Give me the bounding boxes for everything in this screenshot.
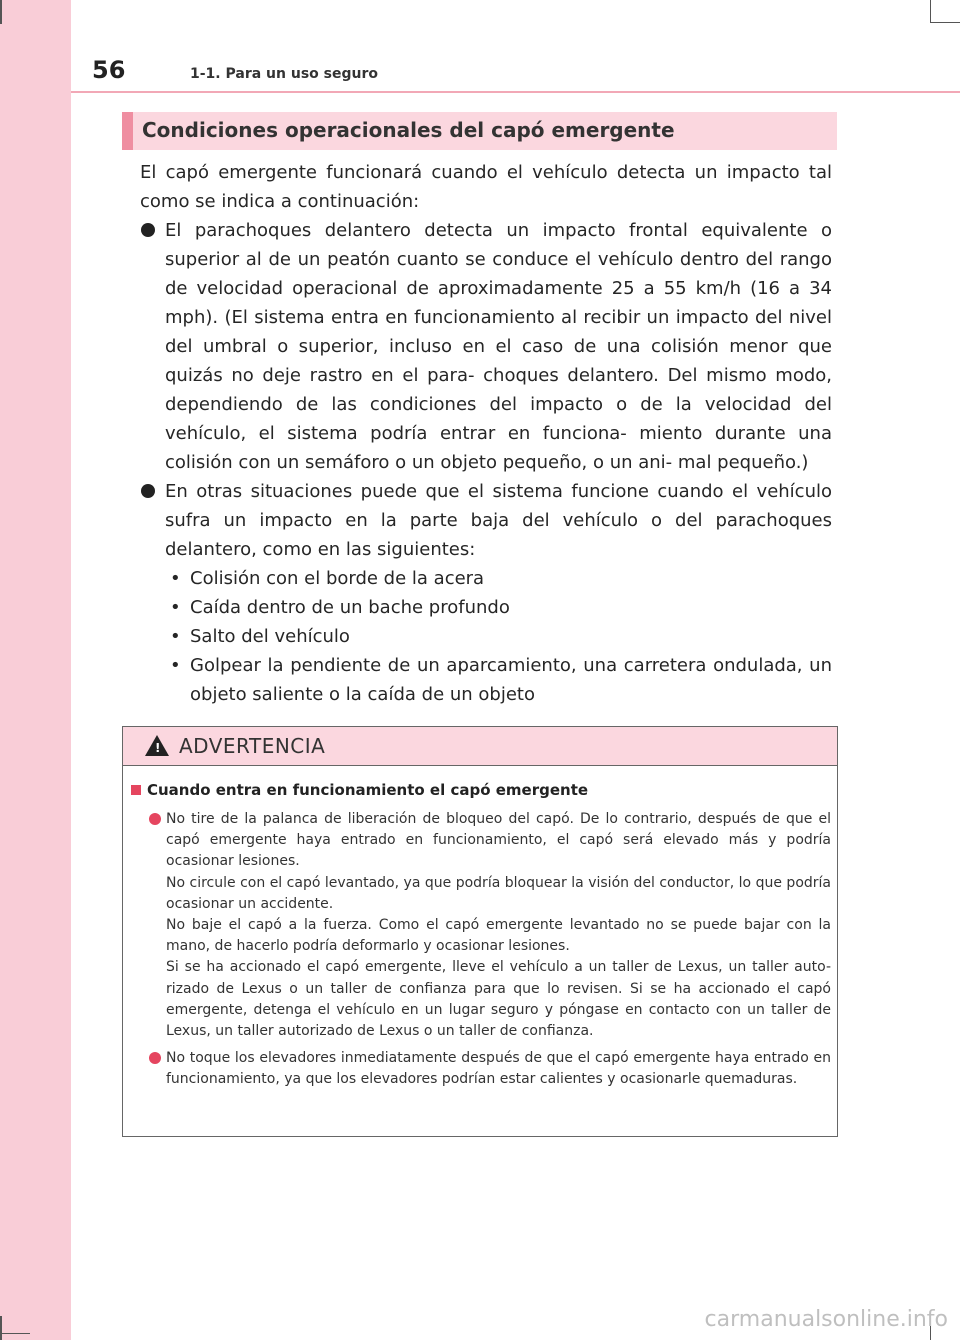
warning-body: [131, 781, 831, 1097]
section-title: Condiciones operacionales del capó emergente: [142, 118, 675, 142]
red-bullet-icon: [149, 813, 161, 825]
sub-bullet-icon: •: [170, 655, 181, 676]
sub-bullet-icon: •: [170, 597, 181, 618]
crop-mark: [930, 22, 960, 23]
warning-bullet: No toque los elevadores inmediatamente después de que el capó emergente haya entrado en funcionamiento, ya que los elevadores podrían estar calientes y ocasionarle quemaduras.: [131, 1048, 831, 1090]
bullet-dot-icon: [141, 223, 155, 237]
warning-header: [123, 727, 837, 766]
crop-mark: [0, 1316, 2, 1340]
warning-bullet: No tire de la palanca de liberación de bloqueo del capó. De lo contrario, después de que el capó emergente haya entrado en funcionamiento, el capó será elevado más y podría ocasionar lesiones. No circule con el capó levantado, ya que podría bloquear la visión del conductor, lo que podría ocasionar un accidente. No baje el capó a la fuerza. Como el capó emergente levantado no se puede bajar con la mano, de hacerlo podría deformarlo y ocasionar lesiones. Si se ha accionado el capó emergente, lleve el vehículo a un taller de Lexus, un taller auto- rizado de Lexus o un taller de confianza para que lo revisen. Si se ha accionado el capó emergente, detenga el vehículo en un lugar seguro y póngase en contacto con un taller de Lexus, un taller autorizado de Lexus o un taller de confianza.: [131, 809, 831, 1042]
header-divider: [71, 91, 960, 93]
warning-subheading: Cuando entra en funcionamiento el capó emergente: [131, 781, 831, 799]
sub-bullet-icon: •: [170, 626, 181, 647]
watermark: carmanualsonline.info: [704, 1307, 948, 1332]
sub-item: • Golpear la pendiente de un aparcamiento, una carretera ondulada, un objeto saliente o la caída de un objeto: [140, 651, 832, 709]
red-bullet-icon: [149, 1052, 161, 1064]
bullet-item: El parachoques delantero detecta un impacto frontal equivalente o superior al de un peatón cuanto se conduce el vehículo dentro del rango de velocidad operacional de aproximadamente 25 a 55 km/h (16 a 34 mph). (El sistema entra en funcionamiento al recibir un impacto del nivel del umbral o superior, incluso en el caso de una colisión menor que quizás no deje rastro en el para- choques delantero. Del mismo modo, dependiendo de las condiciones del impacto o de la velocidad del vehículo, el sistema podría entrar en funciona- miento durante una colisión con un semáforo o un objeto pequeño, o un ani- mal pequeño.): [140, 216, 832, 477]
warning-title: ADVERTENCIA: [179, 734, 326, 758]
bullet-dot-icon: [141, 484, 155, 498]
section-path: 1-1. Para un uso seguro: [190, 66, 378, 82]
bullet-item: En otras situaciones puede que el sistema funcione cuando el vehículo sufra un impacto en la parte baja del vehículo o del parachoques delantero, como en las siguientes:: [140, 477, 832, 564]
crop-mark: [0, 0, 2, 24]
crop-mark: [930, 0, 931, 22]
section-body: [140, 158, 832, 709]
sub-bullet-icon: •: [170, 568, 181, 589]
warning-triangle-icon: !: [145, 735, 169, 756]
sub-item: • Salto del vehículo: [140, 622, 832, 651]
crop-mark: [0, 1333, 30, 1334]
sub-item: • Colisión con el borde de la acera: [140, 564, 832, 593]
side-margin-band: [0, 0, 71, 1340]
section-title-bar: [122, 112, 837, 150]
intro-paragraph: El capó emergente funcionará cuando el vehículo detecta un impacto tal como se indica a continuación:: [140, 162, 832, 212]
page-number: 56: [92, 56, 126, 84]
warning-box: [122, 726, 838, 1137]
square-bullet-icon: [131, 785, 141, 795]
sub-item: • Caída dentro de un bache profundo: [140, 593, 832, 622]
